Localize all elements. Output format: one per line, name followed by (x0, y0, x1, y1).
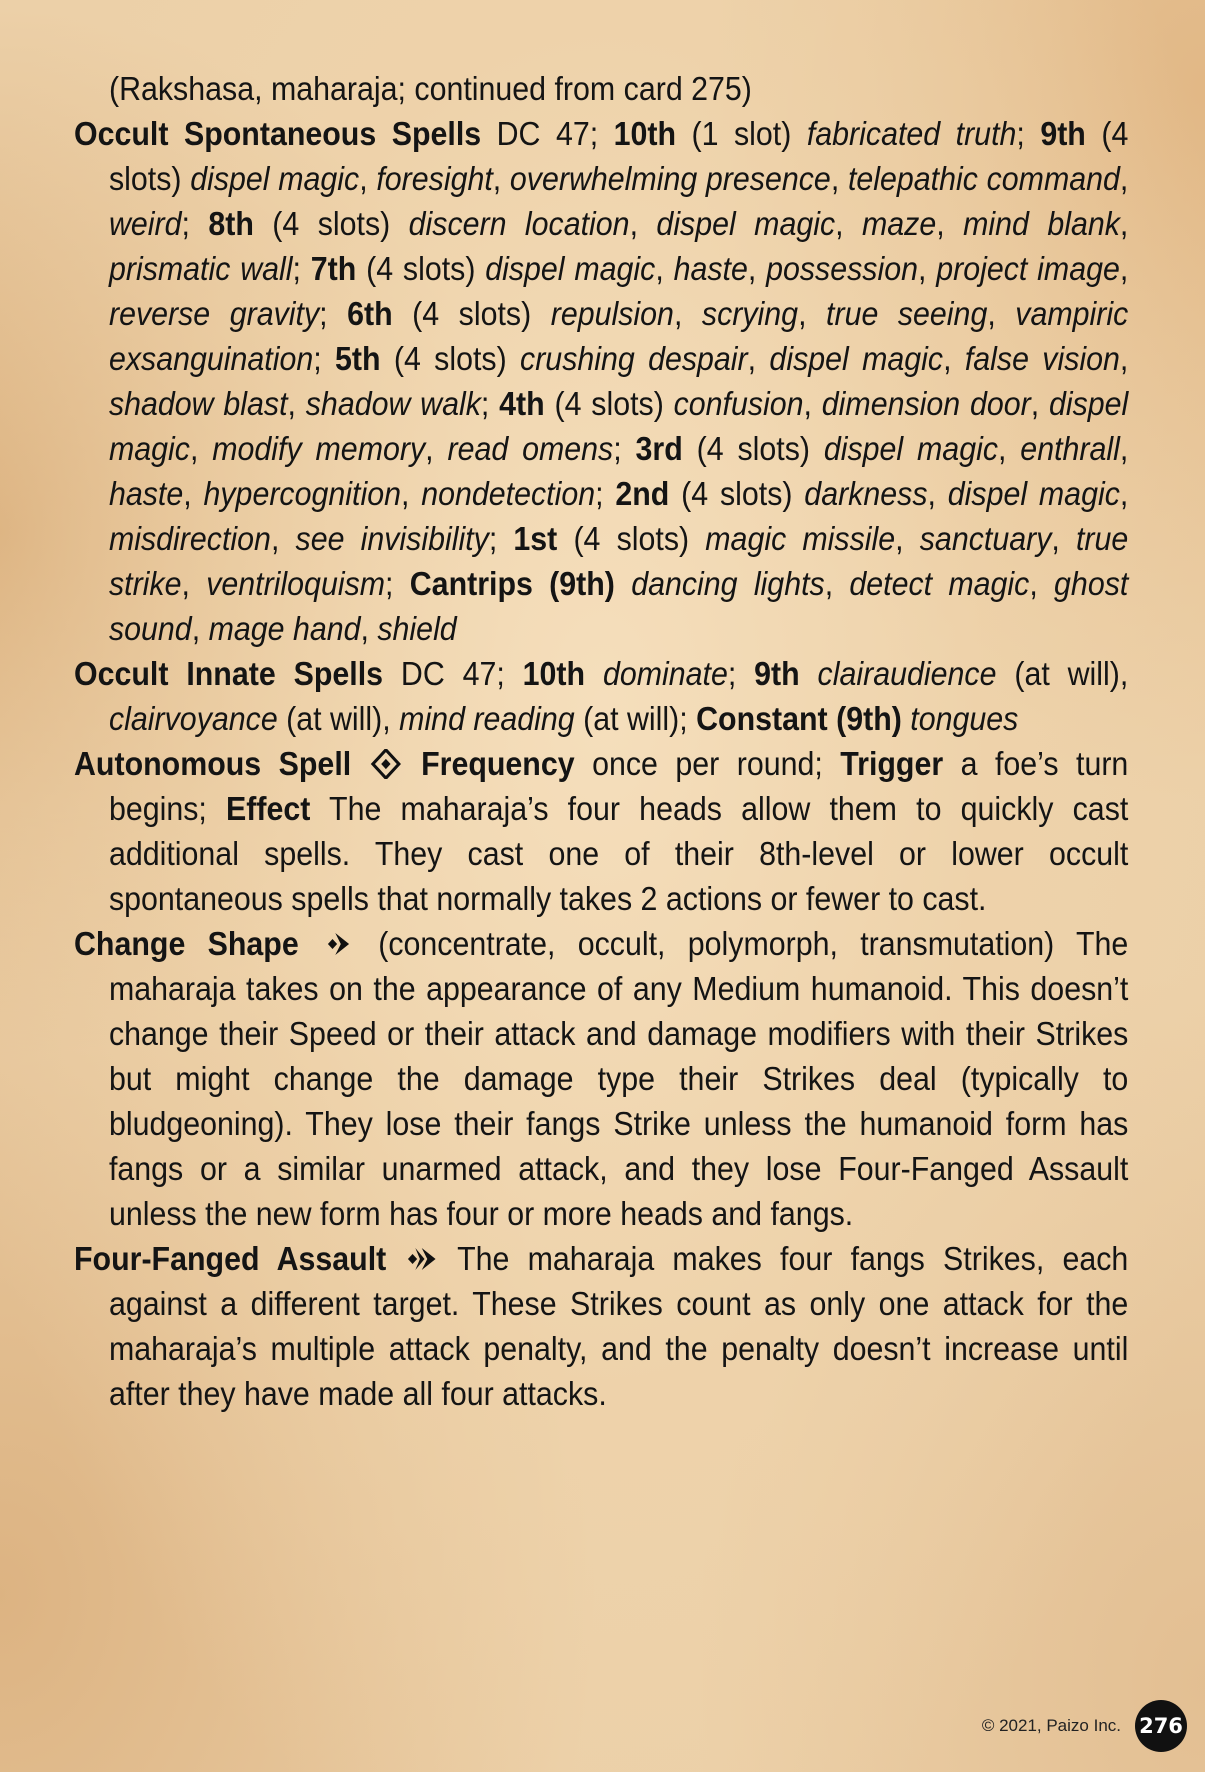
rank-label: 7th (310, 250, 357, 287)
slots-text: (1 slot) (676, 115, 807, 152)
spell-name: shadow walk (305, 385, 481, 422)
spell-name: mind reading (399, 700, 575, 737)
separator: ; (1016, 115, 1041, 152)
slots-text: (4 slots) (380, 340, 521, 377)
spell-name: nondetection (421, 475, 596, 512)
four-fanged-assault-entry (74, 1236, 1128, 1416)
spell-name: scrying (701, 295, 799, 332)
change-shape-label: Change Shape (74, 925, 299, 962)
spell-name: project image (936, 250, 1120, 287)
slots-text: (4 slots) (682, 430, 824, 467)
spell-name: mind blank (963, 205, 1120, 242)
effect-label: Effect (226, 790, 311, 827)
spell-name: haste (108, 475, 184, 512)
spell-name: dispel magic (190, 160, 360, 197)
spell-name: false vision (964, 340, 1120, 377)
rank-label: 9th (1040, 115, 1086, 152)
spell-name: hypercognition (203, 475, 401, 512)
slots-text: (4 slots) (392, 295, 551, 332)
separator: ; (385, 565, 410, 602)
slots-text: (4 slots) (544, 385, 674, 422)
rank-label: 10th (613, 115, 677, 152)
spell-name: confusion (673, 385, 804, 422)
copyright-text: © 2021, Paizo Inc. (981, 1716, 1121, 1735)
spell-name: haste (673, 250, 748, 287)
spell-name: dispel magic (485, 250, 656, 287)
frequency-note: (at will), (277, 700, 400, 737)
spell-name: dancing lights (631, 565, 825, 602)
rank-label: 5th (334, 340, 381, 377)
spell-name: detect magic (849, 565, 1030, 602)
spell-name: modify memory (212, 430, 426, 467)
spell-name: weird (108, 205, 182, 242)
innate-spells-entry (74, 651, 1128, 741)
separator: ; (480, 385, 500, 422)
rank-label: 6th (347, 295, 393, 332)
slots-text: (4 slots) (557, 520, 706, 557)
spell-name: reverse gravity (108, 295, 320, 332)
continuation-note: (Rakshasa, maharaja; continued from card 275) (108, 70, 752, 107)
spell-name: dimension door (821, 385, 1031, 422)
spell-name: darkness (804, 475, 928, 512)
separator: ; (292, 250, 311, 287)
spell-name: magic missile (705, 520, 896, 557)
spontaneous-spells-entry: Occult Spontaneous Spells DC 47; 10th (1 slot) fabricated truth; 9th (4 slots) dispel magic, foresight, overwhelming presence, telepathic command, weird; 8th (4 slots) discern location, dispel magic, maze, mind blank, prismatic wall; 7th (4 slots) dispel magic, haste, possession, project image, reverse gravity; 6th (4 slots) repulsion, scrying, true seeing, vampiric exsanguination; 5th (4 slots) crushing despair, dispel magic, false vision, shadow blast, shadow walk; 4th (4 slots) confusion, dimension door, dispel magic, modify memory, read omens; 3rd (4 slots) dispel magic, enthrall, haste, hypercognition, nondetection; 2nd (4 slots) darkness, dispel magic, misdirection, see invisibility; 1st (4 slots) magic missile, sanctuary, true strike, ventriloquism; Cantrips (9th) dancing lights, detect magic, ghost sound, mage hand, shield (74, 115, 1129, 647)
autonomous-spell-entry (74, 741, 1128, 921)
rank-label: 8th (208, 205, 254, 242)
spell-name: overwhelming presence (509, 160, 831, 197)
spell-name: true seeing (826, 295, 988, 332)
frequency-text: once per round; (574, 745, 841, 782)
single-action-icon (323, 929, 354, 959)
spell-name: repulsion (550, 295, 674, 332)
card-content (74, 66, 1128, 1416)
spell-name: shield (377, 610, 457, 647)
trigger-label: Trigger (840, 745, 944, 782)
separator: ; (313, 340, 335, 377)
effect-text: The maharaja’s four heads allow them to quickly cast additional spells. They cast one of their 8th-level or lower occult spontaneous spells that normally takes 2 actions or fewer to cast. (108, 790, 1129, 917)
spell-name: dispel magic (823, 430, 999, 467)
reaction-icon (370, 749, 401, 779)
spell-name: dispel magic (947, 475, 1120, 512)
autonomous-spell-label: Autonomous Spell (74, 745, 352, 782)
spell-name: discern location (408, 205, 630, 242)
rank-label: 10th (522, 655, 586, 692)
constant-label: Constant (9th) (696, 700, 902, 737)
slots-text: (4 slots) (108, 115, 1129, 197)
slots-text: (4 slots) (356, 250, 486, 287)
slots-text: (4 slots) (669, 475, 805, 512)
card-footer (982, 1700, 1187, 1752)
dc-text: DC 47; (383, 655, 523, 692)
separator: ; (727, 655, 755, 692)
rank-label: 1st (513, 520, 558, 557)
slots-text: (4 slots) (253, 205, 409, 242)
spell-name: foresight (376, 160, 493, 197)
frequency-label: Frequency (421, 745, 575, 782)
spell-name: vampiric exsanguination (108, 295, 1129, 377)
spell-name: dispel magic (656, 205, 836, 242)
spell-name: dominate (602, 655, 728, 692)
spell-name: dispel magic (769, 340, 944, 377)
spell-name: mage hand (208, 610, 361, 647)
rank-label: 4th (499, 385, 545, 422)
spell-name: clairaudience (817, 655, 997, 692)
spell-name: shadow blast (108, 385, 288, 422)
separator: ; (181, 205, 209, 242)
separator: ; (319, 295, 348, 332)
spontaneous-spells-label: Occult Spontaneous Spells (74, 115, 482, 152)
spell-name: misdirection (108, 520, 271, 557)
spell-name: telepathic command (847, 160, 1120, 197)
spell-name: fabricated truth (806, 115, 1017, 152)
separator: ; (595, 475, 616, 512)
change-shape-text: (concentrate, occult, polymorph, transmutation) The maharaja takes on the appearance of any Medium humanoid. This doesn’t change their Speed or their attack and damage modifiers with their Strikes but might change the damage type their Strikes deal (typically to bludgeoning). They lose their fangs Strike unless the humanoid form has fangs or a similar unarmed attack, and they lose Four-Fanged Assault unless the new form has four or more heads and fangs. (108, 925, 1129, 1232)
spell-name: clairvoyance (108, 700, 278, 737)
spell-name: crushing despair (520, 340, 748, 377)
card-page (74, 66, 1129, 1416)
separator: ; (488, 520, 514, 557)
two-actions-icon (406, 1244, 437, 1274)
spell-name: read omens (447, 430, 614, 467)
four-fanged-assault-text: The maharaja makes four fangs Strikes, each against a different target. These Strikes count as only one attack for the maharaja’s multiple attack penalty, and the penalty doesn’t increase until after they have made all four attacks. (108, 1240, 1129, 1412)
rank-label: 2nd (615, 475, 670, 512)
spell-name: sanctuary (919, 520, 1052, 557)
spell-name: ghost sound (108, 565, 1129, 647)
rank-label: 3rd (635, 430, 683, 467)
spell-name: ventriloquism (206, 565, 386, 602)
dc-text: DC 47; (481, 115, 614, 152)
spell-name: maze (862, 205, 937, 242)
spell-name: enthrall (1020, 430, 1120, 467)
innate-spells-label: Occult Innate Spells (74, 655, 384, 692)
frequency-note: (at will), (996, 655, 1129, 692)
page-number-badge: 276 (1135, 1700, 1187, 1752)
four-fanged-assault-label: Four-Fanged Assault (74, 1240, 387, 1277)
spell-name: true strike (108, 520, 1129, 602)
change-shape-entry (74, 921, 1128, 1236)
spell-name: see invisibility (295, 520, 489, 557)
cantrips-label: Cantrips (9th) (409, 565, 615, 602)
separator: ; (613, 430, 636, 467)
trigger-text: a foe’s turn begins; (108, 745, 1129, 827)
spell-name: dispel magic (108, 385, 1129, 467)
spell-name: possession (766, 250, 918, 287)
spell-name: tongues (910, 700, 1019, 737)
spell-name: prismatic wall (108, 250, 293, 287)
frequency-note: (at will); (574, 700, 697, 737)
rank-label: 9th (754, 655, 800, 692)
